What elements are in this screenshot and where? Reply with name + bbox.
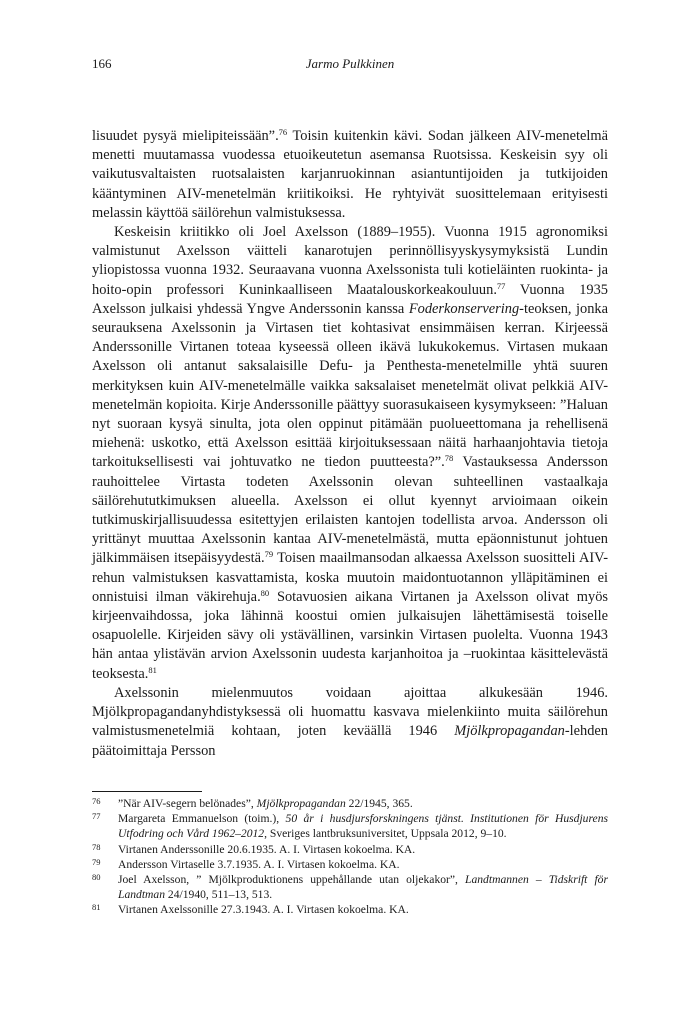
text-run: Vastauksessa Andersson rauhoittelee Virtasta todeten Axelssonin olevan suhteellinen vastaalkaja säilörehututkimuksen alueella. Axelsson ei ollut kyennyt arvioimaan oikein tutkimuskirjallisuudessa esitettyjen erilaisten kantojen todellista arvoa. Andersson oli yrittänyt muuttaa Axelssonin kantaa AIV-menetelmästä, mutta epäonnistunut johtuen jälkimmäisen itsepäisyydestä. (92, 454, 608, 567)
text-run: Joel Axelsson, ” Mjölkproduktionens uppehållande utan oljekakor”, (118, 873, 466, 887)
paragraph (92, 223, 608, 684)
footnote (92, 842, 608, 857)
text-run: Keskeisin kriitikko oli Joel Axelsson (1889–1955). Vuonna 1915 agronomiksi valmistunut Axelsson väitteli kanarotujen perinnöllisyyskysymyksistä Lundin yliopistossa vuonna 1932. Seuraavana vuonna Axelssonista tuli kotieläinten ruokinta- ja hoito-opin professori Kuninkaalliseen Maatalouskorkeakouluun. (92, 224, 608, 298)
footnote-number: 80 (92, 872, 101, 883)
text-run: ”När AIV-segern belönades”, (118, 797, 257, 810)
footnote-number: 77 (92, 811, 101, 822)
text-run: Axelssonin mielenmuutos voidaan ajoittaa alkukesään 1946. Mjölkpropagandanyhdistyksessä oli huomattu kasvava mielenkiinto muita säilörehun valmistusmenetelmiä kohtaan, joten keväällä 1946 (92, 684, 608, 740)
footnote (92, 872, 608, 902)
text-run: , Sveriges lantbruksuniversitet, Uppsala 2012, 9–10. (264, 827, 507, 841)
italic-title: Landtmannen – Tidskrift för Landtman (118, 873, 608, 902)
footnote-reference: 80 (260, 587, 270, 598)
text-run: Virtanen Axelssonille 27.3.1943. A. I. Virtasen kokoelma. KA. (118, 903, 409, 917)
footnote-reference: 77 (496, 280, 506, 291)
footnote-text (118, 902, 608, 917)
text-run: Toisin kuitenkin kävi. Sodan jälkeen AIV-menetelmä menetti muutamassa vuodessa etuoikeutetun asemansa Ruotsissa. Keskeisin syy oli vaikutusvaltaisten ruotsalaisten karjanruokinnan asiantuntijoiden ja tutkijoiden kääntyminen AIV-menetelmän kriitikoiksi. He ryhtyivät suosittelemaan erityisesti melassin käyttöä säilörehun valmistuksessa. (92, 128, 608, 221)
italic-title: 50 år i husdjursforskningens tjänst. Institutionen för Husdjurens Utfodring och Vård 1962–2012 (118, 812, 608, 841)
italic-title: Mjölkpropagandan (454, 723, 565, 740)
text-run: Sotavuosien aikana Virtanen ja Axelsson olivat myös kirjeenvaihdossa, joka lähinnä koostui omien julkaisujen lähettämisestä toiselle osapuolelle. Kirjeiden sävy oli ystävällinen, varsinkin Virtasen puolelta. Vuonna 1943 hän antaa ylistävän arvion Axelssonin uudesta karjanhoitoa ja –ruokintaa käsittelevästä teoksesta. (92, 588, 608, 682)
text-run: 22/1945, 365. (345, 797, 413, 810)
footnote-text (118, 796, 608, 811)
footnote-number: 79 (92, 856, 101, 867)
footnote-text (118, 857, 608, 872)
page-number: 166 (92, 56, 112, 71)
text-run: Margareta Emmanuelson (toim.), (118, 812, 286, 826)
footnote (92, 811, 608, 841)
footnote-number: 81 (92, 902, 101, 913)
footnote (92, 796, 608, 811)
footnote-text (118, 872, 608, 902)
text-run: -teoksen, jonka seurauksena Axelssonin ja Virtasen tiet kohtasivat ensimmäisen kerran. Kirjeessä Anderssonille Virtanen toteaa kyseessä olleen ikävä lukukokemus. Virtasen mukaan Axelsson oli antanut saksalaisille Defu- ja Penthesta-menetelmille yhtä suuren merkityksen kuin AIV-menetelmälle vaikka saksalaiset menetelmät olivat pelkkiä AIV-menetelmän kopioita. Kirje Anderssonille päättyy suorasukaiseen kysymykseen: ”Haluan nyt suoraan kysyä sinulta, jota olen oppinut pitämään puolueettomana ja rehellisenä miehenä: uskotko, että Axelsson esittää kirjoituksessaan näitä harhaanjohtavia tietoja tarkoituksellisesti vai johtuvatko ne tiedon puutteesta?”. (92, 300, 609, 471)
text-run: Virtanen Anderssonille 20.6.1935. A. I. Virtasen kokoelma. KA. (118, 842, 416, 856)
footnote (92, 857, 608, 872)
footnote-text (118, 811, 608, 841)
footnote-reference: 76 (278, 127, 288, 137)
footnote-reference: 79 (264, 549, 274, 560)
paragraph (92, 684, 608, 761)
footnote-number: 78 (92, 841, 101, 852)
running-head-author: Jarmo Pulkkinen (305, 56, 395, 71)
text-run: Toisen maailmansodan alkaessa Axelsson suositteli AIV-rehun valmistuksen kasvattamista, koska muutoin maidontuotannon ylläpitäminen ei onnistuisi ilman väkirehuja. (92, 550, 608, 605)
text-run: 24/1940, 511–13, 513. (165, 888, 273, 902)
text-run: lisuudet pysyä mielipiteissään”. (92, 128, 279, 144)
italic-title: Mjölkpropagandan (256, 797, 346, 810)
italic-title: Foderkonservering (408, 300, 520, 317)
paragraph (92, 127, 608, 223)
text-run: -lehden päätoimittaja Persson (92, 723, 608, 759)
footnote-reference: 81 (148, 664, 157, 675)
footnote-reference: 78 (444, 453, 454, 464)
footnotes (92, 796, 608, 918)
page-header (92, 56, 608, 74)
body-text (92, 127, 608, 761)
footnote (92, 902, 608, 917)
footnote-number: 76 (92, 796, 101, 806)
footnote-divider (92, 791, 202, 792)
text-run: Vuonna 1935 Axelsson julkaisi yhdessä Yngve Anderssonin kanssa (92, 281, 608, 317)
footnote-text (118, 842, 608, 857)
text-run: Andersson Virtaselle 3.7.1935. A. I. Virtasen kokoelma. KA. (118, 857, 400, 871)
